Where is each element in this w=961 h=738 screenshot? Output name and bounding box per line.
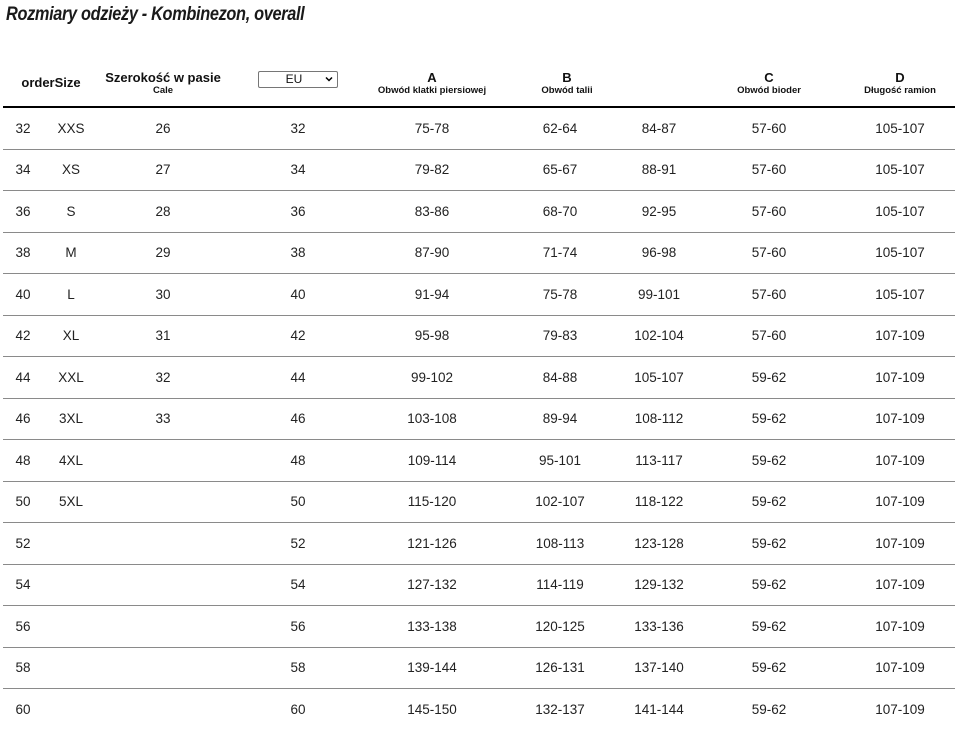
arm-length-cell: 59-62	[693, 647, 845, 689]
side-length-cell: 107-109	[845, 606, 955, 648]
eu-size-cell: 54	[227, 564, 369, 606]
arm-length-cell: 59-62	[693, 481, 845, 523]
waist-girth-cell: 84-88	[495, 357, 625, 399]
header-col-d-label: Długość ramion	[864, 85, 936, 96]
order-cell: 42	[3, 315, 43, 357]
size-cell: S	[43, 191, 99, 233]
table-row	[3, 398, 955, 440]
order-cell: 38	[3, 232, 43, 274]
hips-cell: 102-104	[625, 315, 693, 357]
arm-length-cell: 57-60	[693, 107, 845, 149]
hips-cell: 123-128	[625, 523, 693, 565]
hips-cell: 129-132	[625, 564, 693, 606]
hips-cell: 113-117	[625, 440, 693, 482]
waist-cell: 32	[99, 357, 227, 399]
hips-cell: 118-122	[625, 481, 693, 523]
chest-cell: 87-90	[369, 232, 495, 274]
order-cell: 54	[3, 564, 43, 606]
table-row	[3, 232, 955, 274]
hips-cell: 108-112	[625, 398, 693, 440]
table-row	[3, 315, 955, 357]
chest-cell: 133-138	[369, 606, 495, 648]
chest-cell: 145-150	[407, 701, 457, 717]
eu-size-cell: 34	[227, 149, 369, 191]
waist-cell: 27	[99, 149, 227, 191]
chest-cell: 75-78	[369, 107, 495, 149]
chest-cell: 109-114	[369, 440, 495, 482]
order-cell: 34	[3, 149, 43, 191]
arm-length-cell: 57-60	[693, 232, 845, 274]
table-row	[3, 274, 955, 316]
waist-cell	[99, 689, 227, 730]
waist-girth-cell: 108-113	[495, 523, 625, 565]
side-length-cell: 107-109	[845, 440, 955, 482]
header-waist	[99, 60, 227, 107]
header-col-a-label: Obwód klatki piersiowej	[377, 85, 487, 96]
waist-girth-cell: 120-125	[495, 606, 625, 648]
waist-cell: 28	[99, 191, 227, 233]
eu-size-cell: 46	[227, 398, 369, 440]
eu-size-cell: 56	[227, 606, 369, 648]
arm-length-cell: 59-62	[693, 398, 845, 440]
order-cell: 48	[3, 440, 43, 482]
waist-girth-cell: 79-83	[495, 315, 625, 357]
size-cell	[43, 689, 99, 730]
waist-cell	[99, 647, 227, 689]
size-cell: L	[43, 274, 99, 316]
size-cell: XXS	[43, 107, 99, 149]
chest-cell: 127-132	[369, 564, 495, 606]
unit-system-select[interactable]	[258, 71, 338, 88]
arm-length-cell: 59-62	[693, 606, 845, 648]
side-length-cell: 105-107	[845, 149, 955, 191]
header-col-a	[369, 60, 495, 107]
hips-cell: 96-98	[625, 232, 693, 274]
eu-size-cell: 60	[290, 701, 306, 717]
header-col-d-letter: D	[895, 70, 905, 85]
hips-cell: 92-95	[625, 191, 693, 233]
side-length-cell: 105-107	[845, 107, 955, 149]
waist-cell: 33	[99, 398, 227, 440]
hips-cell: 99-101	[625, 274, 693, 316]
table-body	[3, 107, 955, 730]
eu-size-cell: 42	[227, 315, 369, 357]
arm-length-cell: 57-60	[693, 191, 845, 233]
side-length-cell: 107-109	[875, 701, 925, 717]
header-order: order	[21, 75, 55, 90]
header-col-c-label: Obwód bioder	[737, 85, 801, 96]
eu-size-cell: 58	[227, 647, 369, 689]
waist-girth-cell: 62-64	[495, 107, 625, 149]
waist-girth-cell: 114-119	[495, 564, 625, 606]
waist-cell	[99, 606, 227, 648]
order-cell: 36	[3, 191, 43, 233]
size-cell	[43, 523, 99, 565]
order-cell: 58	[3, 647, 43, 689]
waist-cell	[99, 481, 227, 523]
size-cell: 3XL	[43, 398, 99, 440]
order-cell: 40	[3, 274, 43, 316]
chevron-down-icon	[325, 75, 333, 83]
table-row	[3, 440, 955, 482]
chest-cell: 91-94	[369, 274, 495, 316]
unit-select-value: EU	[285, 72, 303, 86]
hips-cell: 133-136	[625, 606, 693, 648]
waist-girth-cell: 102-107	[495, 481, 625, 523]
header-col-d	[845, 60, 955, 107]
header-order-size	[3, 60, 99, 107]
table-row	[3, 481, 955, 523]
table-row	[3, 606, 955, 648]
waist-cell	[99, 440, 227, 482]
hips-cell: 88-91	[625, 149, 693, 191]
table-row	[3, 191, 955, 233]
size-cell: M	[43, 232, 99, 274]
header-waist-unit: Cale	[152, 85, 174, 96]
side-length-cell: 107-109	[845, 357, 955, 399]
table-row	[3, 689, 955, 730]
eu-size-cell: 40	[227, 274, 369, 316]
arm-length-cell: 59-62	[693, 440, 845, 482]
waist-cell: 30	[99, 274, 227, 316]
size-cell: 4XL	[43, 440, 99, 482]
order-cell: 50	[3, 481, 43, 523]
arm-length-cell: 59-62	[693, 523, 845, 565]
waist-cell: 29	[99, 232, 227, 274]
side-length-cell: 107-109	[845, 315, 955, 357]
side-length-cell: 107-109	[845, 398, 955, 440]
header-unit-select	[227, 60, 369, 107]
order-cell: 32	[3, 107, 43, 149]
waist-girth-cell: 126-131	[495, 647, 625, 689]
header-col-b-letter: B	[562, 70, 572, 85]
header-col-b-label: Obwód talii	[541, 85, 593, 96]
hips-cell: 84-87	[625, 107, 693, 149]
chest-cell: 139-144	[369, 647, 495, 689]
eu-size-cell: 48	[227, 440, 369, 482]
waist-girth-cell: 65-67	[495, 149, 625, 191]
eu-size-cell: 32	[227, 107, 369, 149]
side-length-cell: 107-109	[845, 647, 955, 689]
chest-cell: 121-126	[369, 523, 495, 565]
waist-girth-cell: 71-74	[495, 232, 625, 274]
waist-girth-cell: 68-70	[495, 191, 625, 233]
size-cell	[43, 606, 99, 648]
hips-cell: 105-107	[625, 357, 693, 399]
table-row	[3, 357, 955, 399]
chest-cell: 103-108	[369, 398, 495, 440]
chest-cell: 83-86	[369, 191, 495, 233]
waist-cell	[99, 523, 227, 565]
table-row	[3, 107, 955, 149]
header-col-b	[495, 60, 693, 107]
order-cell: 56	[3, 606, 43, 648]
waist-cell: 31	[99, 315, 227, 357]
table-row	[3, 149, 955, 191]
table-row	[3, 564, 955, 606]
order-cell: 46	[3, 398, 43, 440]
header-col-c-letter: C	[764, 70, 774, 85]
arm-length-cell: 57-60	[693, 149, 845, 191]
side-length-cell: 107-109	[845, 523, 955, 565]
arm-length-cell: 57-60	[693, 315, 845, 357]
order-cell: 60	[15, 701, 31, 717]
side-length-cell: 105-107	[845, 232, 955, 274]
eu-size-cell: 52	[227, 523, 369, 565]
chest-cell: 115-120	[369, 481, 495, 523]
chest-cell: 79-82	[369, 149, 495, 191]
order-cell: 52	[3, 523, 43, 565]
header-row	[3, 60, 955, 107]
waist-girth-cell: 75-78	[495, 274, 625, 316]
waist-girth-cell: 89-94	[495, 398, 625, 440]
header-col-a-letter: A	[427, 70, 437, 85]
chest-cell: 99-102	[369, 357, 495, 399]
arm-length-cell: 59-62	[693, 357, 845, 399]
size-cell: XXL	[43, 357, 99, 399]
size-chart-table	[3, 60, 955, 730]
chest-cell: 95-98	[369, 315, 495, 357]
eu-size-cell: 44	[227, 357, 369, 399]
waist-girth-cell: 132-137	[535, 701, 585, 717]
table-row	[3, 647, 955, 689]
waist-girth-cell: 95-101	[495, 440, 625, 482]
hips-cell: 137-140	[625, 647, 693, 689]
size-cell	[43, 564, 99, 606]
side-length-cell: 107-109	[845, 564, 955, 606]
side-length-cell: 105-107	[845, 274, 955, 316]
arm-length-cell: 59-62	[693, 564, 845, 606]
waist-cell: 26	[99, 107, 227, 149]
waist-cell	[99, 564, 227, 606]
table-row	[3, 523, 955, 565]
size-cell: XS	[43, 149, 99, 191]
eu-size-cell: 50	[227, 481, 369, 523]
arm-length-cell: 57-60	[693, 274, 845, 316]
size-cell	[43, 647, 99, 689]
eu-size-cell: 36	[227, 191, 369, 233]
side-length-cell: 105-107	[845, 191, 955, 233]
size-cell: 5XL	[43, 481, 99, 523]
header-waist-label: Szerokość w pasie	[105, 70, 221, 85]
side-length-cell: 107-109	[845, 481, 955, 523]
arm-length-cell: 59-62	[751, 701, 787, 717]
header-size: Size	[54, 75, 81, 90]
page-title: Rozmiary odzieży - Kombinezon, overall	[6, 4, 305, 25]
hips-cell: 141-144	[634, 701, 684, 717]
header-col-c	[693, 60, 845, 107]
order-cell: 44	[3, 357, 43, 399]
size-cell: XL	[43, 315, 99, 357]
table-header	[3, 60, 955, 107]
eu-size-cell: 38	[227, 232, 369, 274]
